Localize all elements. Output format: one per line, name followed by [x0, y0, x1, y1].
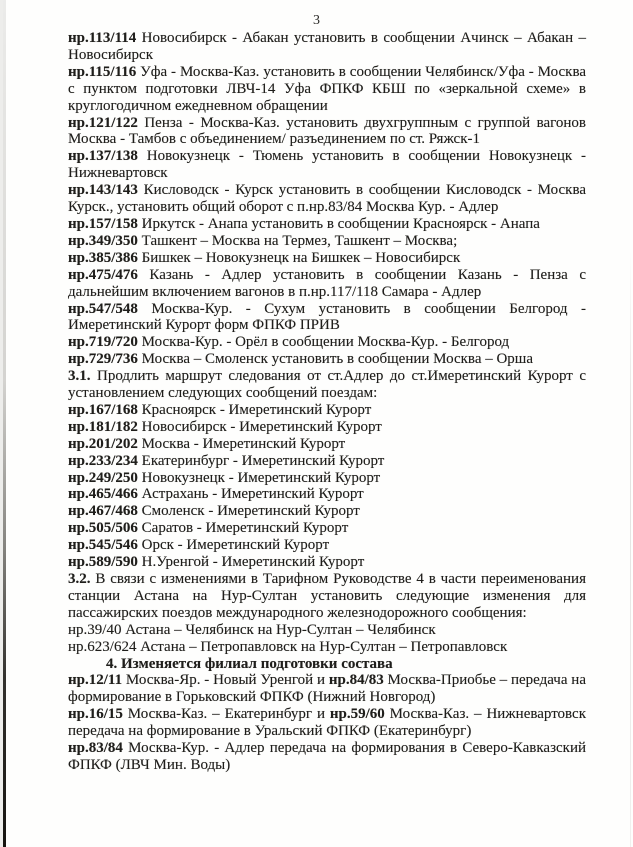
text-segment: нр.465/466: [68, 486, 138, 503]
text-segment: Казань - Адлер установить в сообщении Казань - Пенза с дальнейшим включением вагонов в п.нр.117/118 Самара - Адлер: [68, 266, 586, 300]
text-segment: нр.233/234: [68, 452, 138, 469]
text-segment: Новокузнецк - Имеретинский Курорт: [137, 469, 381, 486]
text-segment: Иркутск - Анапа установить в сообщении Красноярск - Анапа: [137, 215, 540, 232]
text-segment: Орск - Имеретинский Курорт: [137, 537, 330, 554]
text-segment: нр.59/60: [329, 706, 385, 723]
item-249-250: [68, 470, 586, 487]
text-segment: нр.545/546: [68, 537, 138, 554]
scan-edge-right-artifact: [630, 250, 631, 847]
text-segment: нр.113/114: [68, 30, 137, 46]
text-segment: Москва – Смоленск установить в сообщении Москва – Орша: [137, 351, 534, 368]
text-segment: Новокузнецк - Тюмень установить в сообщении Новокузнецк - Нижневартовск: [68, 148, 586, 182]
text-segment: Уфа - Москва-Каз. установить в сообщении Челябинск/Уфа - Москва с пунктом подготовки ЛВЧ-14 Уфа ФПКФ КБШ по «зеркальной схеме» в круглогодичном ежедневном обращении: [68, 63, 586, 114]
text-segment: Кисловодск - Курск установить в сообщении Кисловодск - Москва Курск., установить общий оборот с п.нр.83/84 Москва Кур. - Адлер: [68, 182, 586, 216]
text-segment: нр.181/182: [68, 418, 138, 435]
item-505-506: [68, 520, 586, 537]
text-segment: нр.385/386: [68, 249, 138, 266]
item-547-548: [68, 301, 586, 335]
text-segment: Москва-Каз. – Нижневартовск передача на формирование в Уральский ФПКФ (Екатеринбург): [68, 706, 586, 740]
text-segment: нр.623/624 Астана – Петропавловск на Нур-Султан – Петропавловск: [68, 638, 508, 655]
text-segment: Пенза - Москва-Каз. установить двухгруппным с группой вагонов Москва - Тамбов с объединением/ разъединением по ст. Ряжск-1: [68, 114, 586, 148]
text-segment: Новосибирск - Имеретинский Курорт: [137, 418, 382, 435]
item-465-466: [68, 486, 586, 503]
text-segment: В связи с изменениями в Тарифном Руководстве 4 в части переименования станции Астана на Нур-Султан установить следующие изменения для пассажирских поездов международного железнодорожного сообщения:: [68, 571, 586, 621]
text-segment: нр.475/476: [68, 266, 138, 283]
item-385-386: [68, 250, 586, 267]
item-39-40: [68, 622, 586, 639]
text-segment: Новосибирск - Абакан установить в сообщении Ачинск – Абакан – Новосибирск: [68, 30, 586, 63]
text-segment: Астрахань - Имеретинский Курорт: [137, 486, 364, 503]
item-12-11: [68, 672, 586, 706]
text-segment: нр.719/720: [68, 334, 138, 351]
text-segment: Москва - Имеретинский Курорт: [137, 435, 346, 452]
text-segment: 3.2.: [68, 571, 91, 587]
section-3-2: [68, 571, 586, 622]
text-segment: нр.349/350: [68, 232, 138, 249]
text-segment: Смоленск - Имеретинский Курорт: [137, 503, 360, 520]
text-segment: нр.83/84: [68, 740, 123, 757]
text-segment: нр.12/11: [68, 672, 123, 689]
text-segment: 3.1.: [68, 368, 91, 385]
item-137-138: [68, 148, 586, 182]
text-segment: Екатеринбург - Имеретинский Курорт: [137, 452, 385, 469]
text-segment: нр.115/116: [68, 63, 137, 80]
text-segment: нр.249/250: [68, 469, 138, 486]
text-segment: нр.121/122: [68, 114, 138, 131]
item-349-350: [68, 233, 586, 250]
item-157-158: [68, 216, 586, 233]
text-segment: нр.201/202: [68, 435, 138, 452]
text-segment: нр.84/83: [328, 672, 384, 689]
item-729-736: [68, 351, 586, 368]
scan-edge-left-artifact: [3, 0, 6, 847]
section-3-1: [68, 368, 586, 402]
section-4-heading: [68, 656, 586, 673]
item-83-84: [68, 740, 586, 774]
text-segment: Продлить маршрут следования от ст.Адлер до ст.Имеретинский Курорт с установлением следующих сообщений поездам:: [68, 368, 586, 402]
item-233-234: [68, 453, 586, 470]
text-segment: Москва-Кур. - Адлер передача на формирования в Северо-Кавказский ФПКФ (ЛВЧ Мин. Воды): [68, 740, 586, 773]
item-589-590: [68, 554, 586, 571]
text-segment: нр.143/143: [68, 182, 138, 199]
item-545-546: [68, 537, 586, 554]
item-115-116: [68, 64, 586, 115]
text-segment: нр.729/736: [68, 351, 138, 368]
item-467-468: [68, 503, 586, 520]
item-201-202: [68, 436, 586, 453]
text-segment: нр.39/40 Астана – Челябинск на Нур-Султан – Челябинск: [68, 621, 436, 638]
text-segment: нр.137/138: [68, 148, 138, 165]
item-113-114: [68, 30, 586, 64]
text-segment: нр.505/506: [68, 520, 138, 537]
text-segment: 4. Изменяется филиал подготовки состава: [106, 655, 393, 672]
text-segment: нр.16/15: [68, 706, 123, 723]
text-segment: Москва-Каз. – Екатеринбург и: [122, 706, 330, 723]
text-segment: нр.589/590: [68, 554, 138, 571]
item-16-15: [68, 706, 586, 740]
item-719-720: [68, 334, 586, 351]
text-segment: нр.547/548: [68, 300, 138, 317]
text-segment: Ташкент – Москва на Термез, Ташкент – Москва;: [137, 232, 458, 249]
text-segment: Саратов - Имеретинский Курорт: [137, 520, 349, 537]
item-181-182: [68, 419, 586, 436]
text-segment: Бишкек – Новокузнецк на Бишкек – Новосибирск: [137, 249, 461, 266]
page-number: 3: [313, 13, 320, 28]
item-475-476: [68, 267, 586, 301]
text-segment: Красноярск - Имеретинский Курорт: [137, 401, 372, 418]
text-segment: Москва-Кур. - Орёл в сообщении Москва-Кур. - Белгород: [137, 334, 510, 351]
text-segment: нр.167/168: [68, 401, 138, 418]
item-167-168: [68, 402, 586, 419]
text-segment: Н.Уренгой - Имеретинский Курорт: [137, 554, 365, 571]
text-segment: Москва-Яр. - Новый Уренгой и: [122, 672, 329, 689]
document-body: [68, 30, 586, 774]
item-623-624: [68, 639, 586, 656]
item-121-122: [68, 115, 586, 149]
item-143-143: [68, 182, 586, 216]
text-segment: Москва-Кур. - Сухум установить в сообщении Белгород - Имеретинский Курорт форм ФПКФ ПРИВ: [68, 300, 586, 334]
text-segment: нр.157/158: [68, 215, 138, 232]
text-segment: нр.467/468: [68, 503, 138, 520]
text-segment: Москва-Приобье – передача на формирование в Горьковский ФПКФ (Нижний Новгород): [68, 672, 586, 706]
